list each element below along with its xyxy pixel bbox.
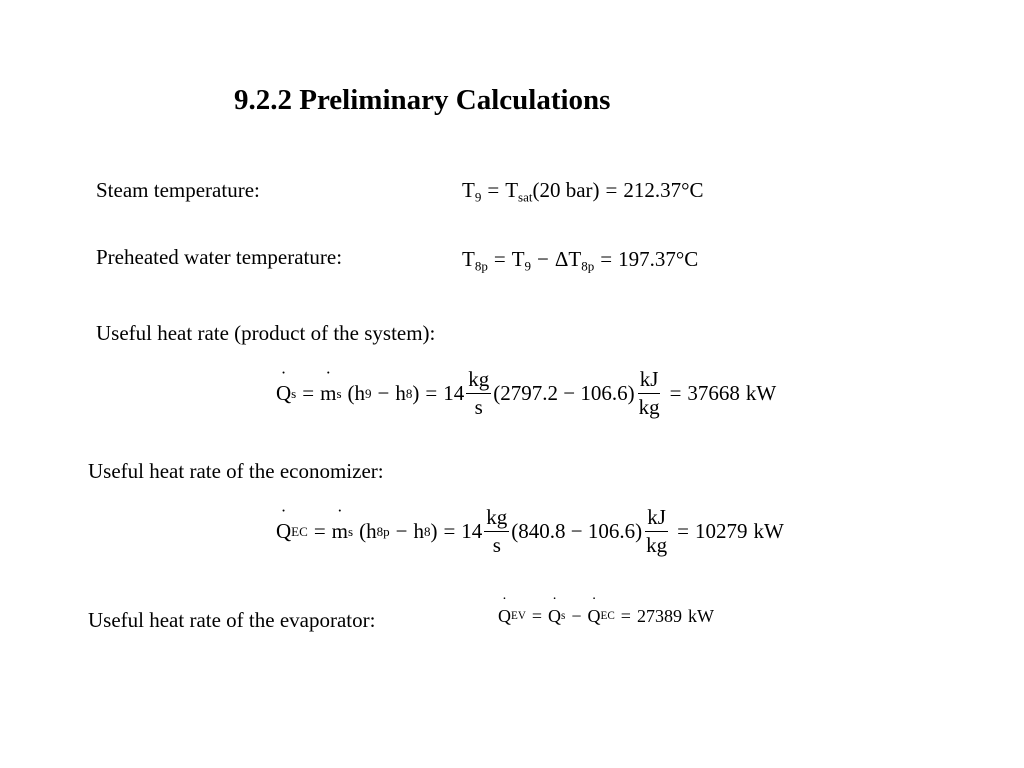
- steam-temperature-value: 212.37°C: [623, 178, 704, 202]
- m-dot-symbol: ˙ m: [332, 521, 348, 542]
- economizer-heat-rate-value: 10279: [694, 519, 748, 544]
- fraction-kj-per-kg: $\frac{kJ}{kg}$: [638, 367, 660, 420]
- economizer-heat-rate-label: Useful heat rate of the economizer:: [88, 459, 384, 483]
- system-heat-rate-label: Useful heat rate (product of the system):: [96, 321, 436, 345]
- preheated-water-label: Preheated water temperature:: [96, 245, 343, 269]
- q-dot-symbol: ˙ Q: [276, 383, 291, 404]
- q-dot-symbol: ˙ Q: [498, 607, 511, 625]
- fraction-kg-per-s: $\frac{kg}{s}$: [468, 367, 490, 420]
- economizer-heat-rate-equation: ˙ Q EC = ˙ m s (h 8p − h 8 ) = 14 $\frac{kg}{s}$ (840.8 − 106.6) $\frac{kJ}{kg}$ = 10279 kW: [276, 506, 784, 557]
- steam-rhs-tsat: $T_{sat}$: [505, 178, 533, 205]
- q-dot-symbol: ˙ Q: [588, 607, 601, 625]
- page-title: 9.2.2 Preliminary Calculations: [234, 84, 611, 116]
- system-heat-rate-equation: ˙ Q s = ˙ m s (h 9 − h 8 ) = 14 $\frac{kg}{s}$ (2797.2 − 106.6) $\frac{kJ}{kg}$ = 37668 kW: [276, 368, 776, 419]
- preheated-water-value: 197.37°C: [618, 247, 699, 271]
- evaporator-heat-rate-equation: ˙ Q EV = ˙ Q s − ˙ Q EC = 27389 kW: [498, 607, 714, 625]
- evaporator-heat-rate-value: 27389: [636, 606, 682, 626]
- fraction-kj-per-kg: $\frac{kJ}{kg}$: [646, 505, 668, 558]
- steam-lhs: $T_9$: [462, 178, 482, 205]
- fraction-kg-per-s: $\frac{kg}{s}$: [486, 505, 508, 558]
- system-heat-rate-value: 37668: [687, 381, 740, 406]
- preheated-water-equation: $T_{8p}$ = $T_9$ − $\Delta T_{8p}$ = 197.37°C: [462, 247, 699, 274]
- steam-temperature-label: Steam temperature:: [96, 178, 260, 202]
- q-dot-symbol: ˙ Q: [548, 607, 561, 625]
- m-dot-symbol: ˙ m: [320, 383, 336, 404]
- evaporator-heat-rate-label: Useful heat rate of the evaporator:: [88, 608, 376, 632]
- steam-temperature-equation: $T_9$ = $T_{sat}$ (20 bar) = 212.37°C: [462, 178, 704, 205]
- q-dot-symbol: ˙ Q: [276, 521, 291, 542]
